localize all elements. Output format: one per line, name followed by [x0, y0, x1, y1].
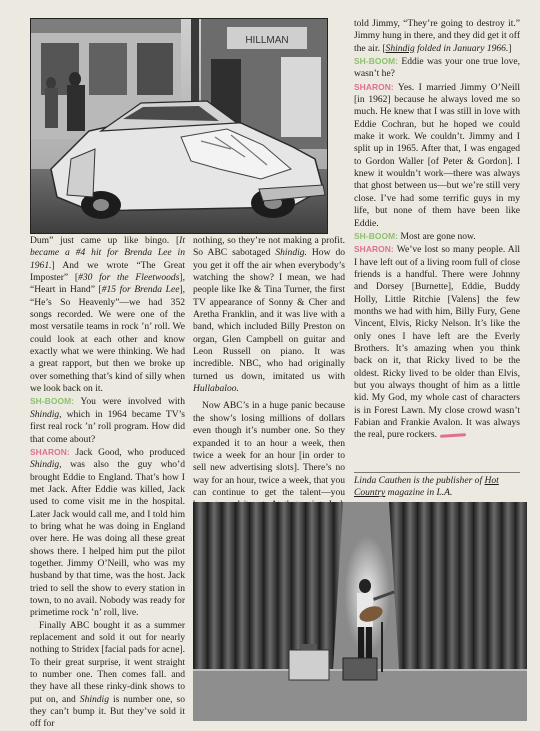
sh-boom-question: SH-BOOM: You were involved with Shindig, which in 1964 became TV’s first real rock ’n’ roll program. How did that come about? — [30, 396, 185, 445]
article-column-1 — [30, 235, 185, 731]
stage-performer-photo — [193, 502, 527, 721]
caption-divider — [354, 472, 520, 473]
speaker-label: SH-BOOM: — [354, 230, 399, 241]
paragraph: Finally ABC bought it as a summer replacement and sold it out for nearly nothing to Stridex [facial pads for acne]. To their great surprise, it went straight to number one. Then comes fall. and they have all these rinky-dink shows to put on, and Shindig is number one, so they can’t bump it. But they’ve sold it off for — [30, 619, 185, 730]
speaker-label: SHARON: — [354, 244, 394, 255]
paragraph: Now ABC’s in a huge panic because the show’s losing millions of dollars even though it’s number one. So they expanded it to an hour a week, then twice a week for an hour [in order to sell new advertising slots]. There’s no way for an hour, twice a week, that you can continue to get the talent—you — [193, 400, 345, 498]
speaker-label: SHARON: — [30, 446, 70, 457]
speaker-label: SH-BOOM: — [354, 56, 399, 67]
hillman-sign: HILLMAN — [245, 35, 289, 46]
paragraph: nothing, so they’re not making a profit. So ABC sabotaged Shindig. How do you get it off the air when everybody’s watching the show? I mean, we had people like Ike & Tina Turner, the first TV appearance of Sonny & Cher and Aretha Franklin, and it was live with a band, which included Billy Preston on organ, Glen Campbell on guitar and Leon Russell on piano. It was incredible. NBC, who had originally turned us down, imitated us with Hullabaloo. — [193, 235, 345, 395]
sharon-answer: SHARON: Yes. I married Jimmy O’Neill [in 1962] because he always loved me so much. He knew that I was still in love with Eddie Cochran, but he hoped we could make it work. We couldn’t. Jimmy and I split up in 1965. After that, I was engaged to Gordon Waller [of Peter & Gordon]. I knew it wouldn’t work—there was always that ghost between us—but we’re still very close. I’ve had some terrific guys in my life, but none of them have been like Eddie. — [354, 81, 520, 229]
sharon-answer: SHARON: Jack Good, who produced Shindig, was also the guy who’d brought Eddie to England. That’s how I met Jack. After Eddie was killed, Jack used to come visit me in the hospital. Later Jack would call me, and I told him to bring what he was doing in England over here. He was doing all these great shows there. I helped him put the pilot together. Jimmy O’Neill, who was my husband by that time, was the host. Jack tried to sell the show to every station in town, to no avail. Nobody was ready for primetime rock ’n’ roll, live. — [30, 446, 185, 619]
article-column-2 — [193, 235, 345, 524]
speaker-label: SHARON: — [354, 81, 394, 92]
sh-boom-question: SH-BOOM: Eddie was your one true love, wasn’t he? — [354, 56, 520, 80]
author-caption: Linda Cauthen is the publisher of Hot Country magazine in L.A. — [354, 475, 499, 499]
paragraph: Dum” just came up like bingo. [It became a #4 hit for Brenda Lee in 1961.] And we wrote “The Great Imposter” [#30 for the Fleetwoods], “Heart in Hand” [#15 for Brenda Lee], “He’s So Heavenly”—we had 352 songs recorded. We were one of the most versatile teams in rock ’n’ roll. We could look at each other and know exactly what we were thinking. We had a great rapport, but then we broke up over something that’s kind of silly when we look back on it. — [30, 235, 186, 395]
speaker-label: SH-BOOM: — [30, 396, 75, 407]
crashed-car-photo — [30, 18, 328, 234]
paragraph: told Jimmy, “They’re going to destroy it.” Jimmy hung in there, and they did get it off the air. [Shindig folded in January 1966.] — [354, 18, 520, 54]
sh-boom-question: SH-BOOM: Most are gone now. — [354, 230, 476, 242]
sharon-answer: SHARON: We’ve lost so many people. All I have left out of a living room full of close friends is a handful. There were Johnny and Dorsey [Burnette], Eddie, Buddy Holly, Little Ritchie [Valens] the few months we had with him, Billy Fury, Gene Vincent, Elvis, Ricky Nelson. It’s like the only ones I have left are the Everly Brothers. It’s amazing when you think back on it, that Ricky lived to be the oldest. Ricky lived to be older than Elvis, but you always thought of him as a little kid. My God, my whole cast of characters is in Forest Lawn. My close crowd wasn’t Fabian and Frankie Avalon. It was always the real, pure rockers. — [354, 244, 521, 441]
end-mark-icon — [440, 433, 466, 438]
article-column-3 — [354, 18, 520, 442]
